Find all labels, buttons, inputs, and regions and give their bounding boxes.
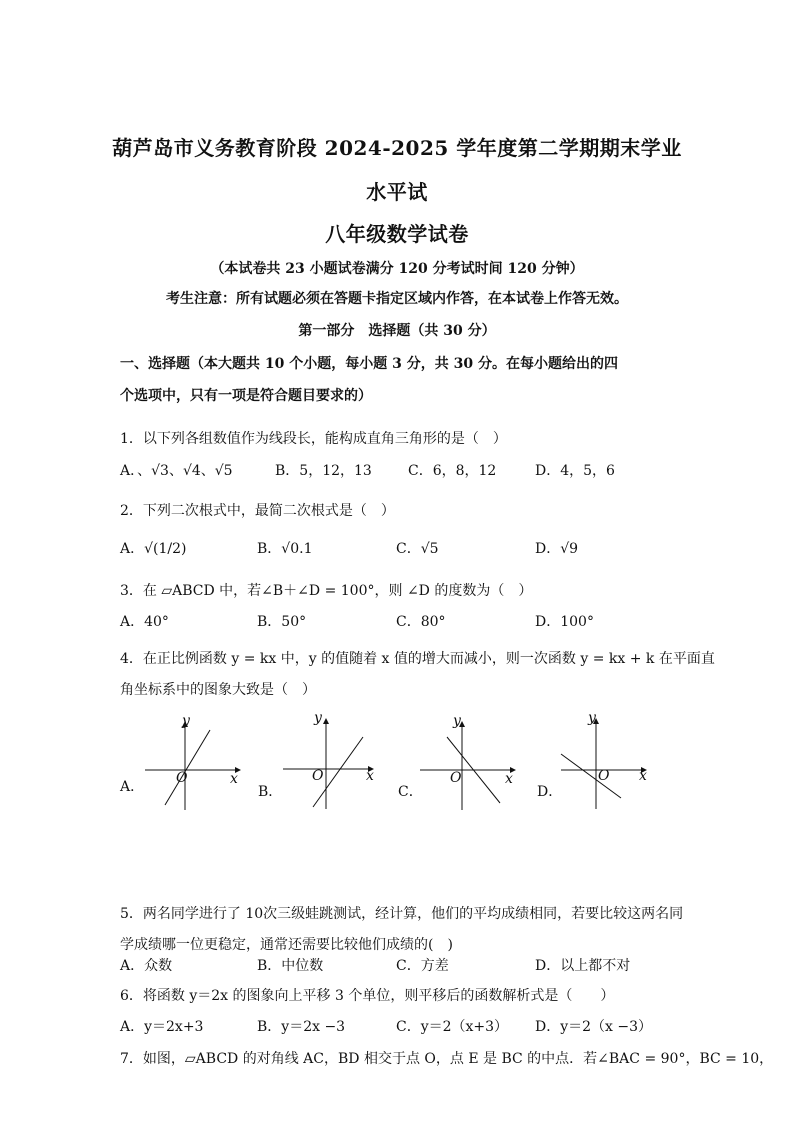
function-line [165, 730, 210, 805]
q4-graph-d [556, 712, 666, 812]
q7-stem: 7．如图，▱ABCD 的对角线 AC，BD 相交于点 O，点 E 是 BC 的中点．若∠BAC = 90°，BC = 10， [120, 1051, 774, 1067]
section-heading-line-2: 个选项中，只有一项是符合题目要求的） [120, 388, 372, 404]
q4-graph-b [278, 712, 388, 812]
q4-graph-a [140, 715, 250, 815]
function-line [561, 754, 621, 798]
q4-graph-d-svg [556, 712, 666, 812]
x-axis-label: x [505, 771, 513, 787]
q1-options [120, 460, 680, 482]
x-axis-label: x [639, 768, 647, 784]
origin-label: O [598, 768, 610, 784]
q4-option-a-label: A． [120, 779, 145, 795]
q4-option-d-label: D． [537, 784, 563, 800]
origin-label: O [312, 768, 324, 784]
q2-option-b: B．√0.1 [257, 541, 313, 557]
q4-graph-c-svg [415, 715, 525, 815]
q4-option-c-label: C． [398, 784, 423, 800]
q5-stem-line-2: 学成绩哪一位更稳定，通常还需要比较他们成绩的( ) [120, 937, 453, 953]
q2-option-a: A．√(1/2) [120, 541, 187, 557]
q6-option-c: C．y＝2（x+3） [396, 1019, 509, 1035]
q3-options [120, 611, 680, 633]
q4-stem-line-1: 4．在正比例函数 y = kx 中，y 的值随着 x 值的增大而减小，则一次函数 y = kx + k 在平面直 [120, 651, 715, 667]
q5-option-b: B．中位数 [257, 958, 324, 974]
section-heading-line-1: 一、选择题（本大题共 10 个小题，每小题 3 分，共 30 分。在每小题给出的四 [120, 356, 618, 372]
q1-option-a: A．、√3、√4、√5 [120, 463, 233, 479]
q4-stem-line-2: 角坐标系中的图象大致是（ ） [120, 682, 316, 698]
q5-option-a: A．众数 [120, 958, 173, 974]
q2-stem: 2．下列二次根式中，最简二次根式是（ ） [120, 503, 395, 519]
notice: 考生注意：所有试题必须在答题卡指定区域内作答，在本试卷上作答无效。 [166, 291, 628, 307]
q3-option-d: D．100° [535, 614, 594, 630]
q4-graph-b-svg [278, 712, 388, 812]
q1-option-b: B．5，12，13 [275, 463, 372, 479]
y-axis-label: y [453, 713, 461, 729]
q5-options [120, 955, 680, 977]
title-line-2: 水平试 [366, 180, 428, 204]
q4-option-b-label: B． [258, 784, 283, 800]
q6-options [120, 1016, 680, 1038]
y-axis-label: y [588, 710, 596, 726]
q6-option-a: A．y＝2x+3 [120, 1019, 204, 1035]
title-line-1: 葫芦岛市义务教育阶段 2024-2025 学年度第二学期期末学业 [112, 136, 682, 160]
y-axis-label: y [182, 713, 190, 729]
q6-stem: 6．将函数 y＝2x 的图象向上平移 3 个单位，则平移后的函数解析式是（ ） [120, 988, 615, 1004]
q1-stem: 1．以下列各组数值作为线段长，能构成直角三角形的是（ ） [120, 431, 507, 447]
q2-option-d: D．√9 [535, 541, 579, 557]
q3-option-b: B．50° [257, 614, 307, 630]
q5-option-d: D．以上都不对 [535, 958, 631, 974]
origin-label: O [450, 770, 462, 786]
q3-stem: 3．在 ▱ABCD 中，若∠B＋∠D = 100°，则 ∠D 的度数为（ ） [120, 583, 533, 599]
q5-option-c: C．方差 [396, 958, 449, 974]
exam-info: （本试卷共 23 小题试卷满分 120 分考试时间 120 分钟） [210, 261, 584, 277]
q3-option-a: A．40° [120, 614, 169, 630]
part-heading: 第一部分 选择题（共 30 分） [298, 323, 496, 339]
q2-options [120, 538, 680, 560]
x-axis-label: x [366, 768, 374, 784]
y-axis-label: y [314, 710, 322, 726]
q3-option-c: C．80° [396, 614, 446, 630]
x-axis-label: x [230, 771, 238, 787]
q6-option-b: B．y＝2x −3 [257, 1019, 346, 1035]
q4-graph-c [415, 715, 525, 815]
q6-option-d: D．y＝2（x −3） [535, 1019, 653, 1035]
y-axis-arrow [323, 718, 329, 724]
q1-option-d: D．4，5，6 [535, 463, 615, 479]
q1-option-c: C．6，8，12 [408, 463, 497, 479]
origin-label: O [176, 770, 188, 786]
title-line-3: 八年级数学试卷 [325, 222, 469, 246]
q4-graph-a-svg [140, 715, 250, 815]
q2-option-c: C．√5 [396, 541, 439, 557]
q5-stem-line-1: 5．两名同学进行了 10次三级蛙跳测试，经计算，他们的平均成绩相同，若要比较这两名同 [120, 906, 684, 922]
